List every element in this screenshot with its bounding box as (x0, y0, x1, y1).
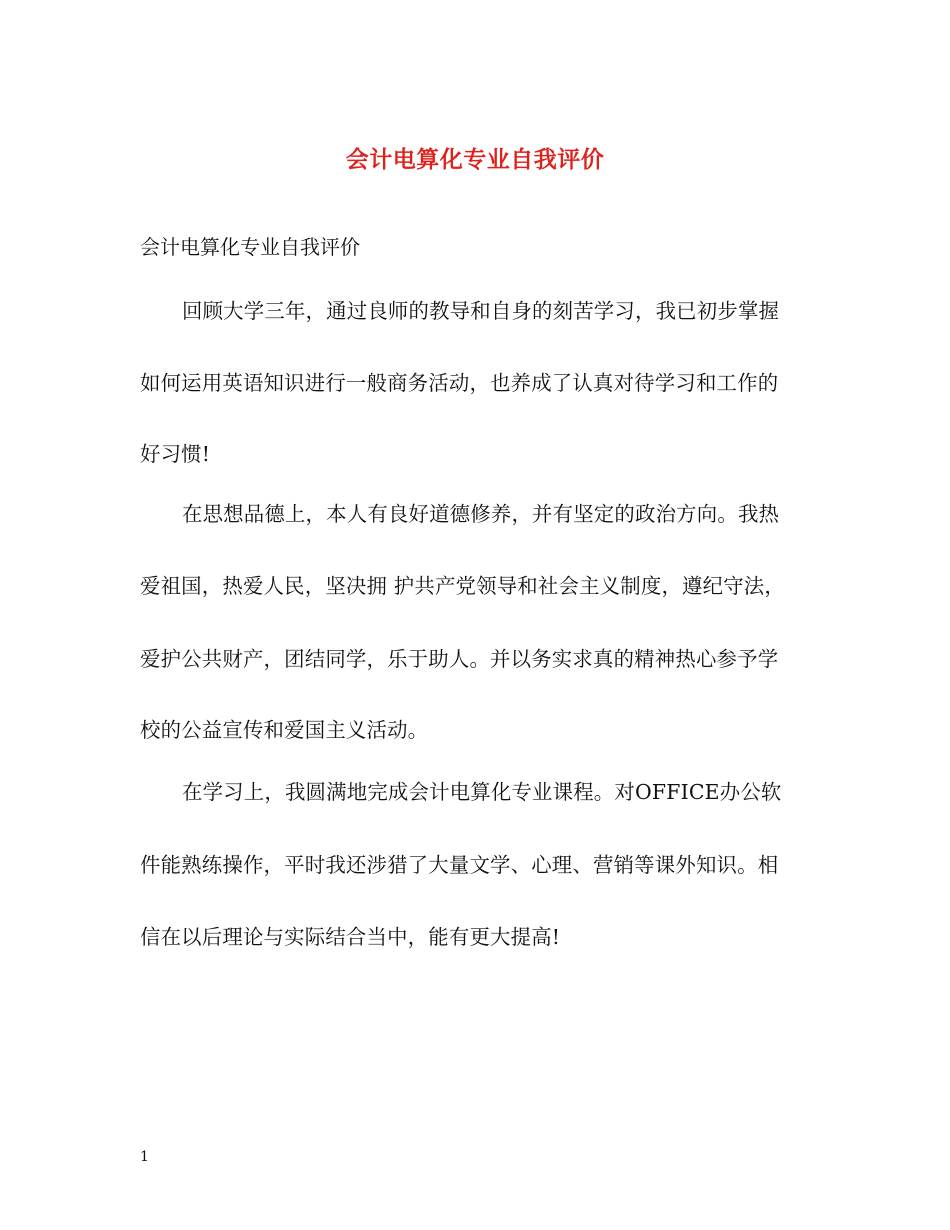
paragraph-1-line-1: 回顾大学三年，通过良师的教导和自身的刻苦学习，我已初步掌握 (182, 299, 780, 323)
paragraph-2-line-1: 在思想品德上，本人有良好道德修养，并有坚定的政治方向。我热 (182, 502, 780, 526)
paragraph-2-line-2: 爱祖国，热爱人民，坚决拥 护共产党领导和社会主义制度，遵纪守法， (140, 574, 785, 598)
document-subtitle: 会计电算化专业自我评价 (140, 235, 360, 259)
paragraph-1-line-3: 好习惯! (140, 442, 211, 466)
paragraph-3-line-2: 件能熟练操作，平时我还涉猎了大量文学、心理、营销等课外知识。相 (140, 853, 779, 877)
paragraph-2-line-4: 校的公益宣传和爱国主义活动。 (140, 718, 429, 742)
page-number: 1 (140, 1149, 149, 1165)
paragraph-3-line-1: 在学习上，我圆满地完成会计电算化专业课程。对OFFICE办公软 (182, 780, 782, 804)
paragraph-1-line-2: 如何运用英语知识进行一般商务活动，也养成了认真对待学习和工作的 (140, 371, 779, 395)
paragraph-3-line-3: 信在以后理论与实际结合当中，能有更大提高! (140, 925, 561, 949)
document-title: 会计电算化专业自我评价 (345, 146, 605, 173)
paragraph-2-line-3: 爱护公共财产，团结同学，乐于助人。并以务实求真的精神热心参予学 (140, 647, 779, 671)
